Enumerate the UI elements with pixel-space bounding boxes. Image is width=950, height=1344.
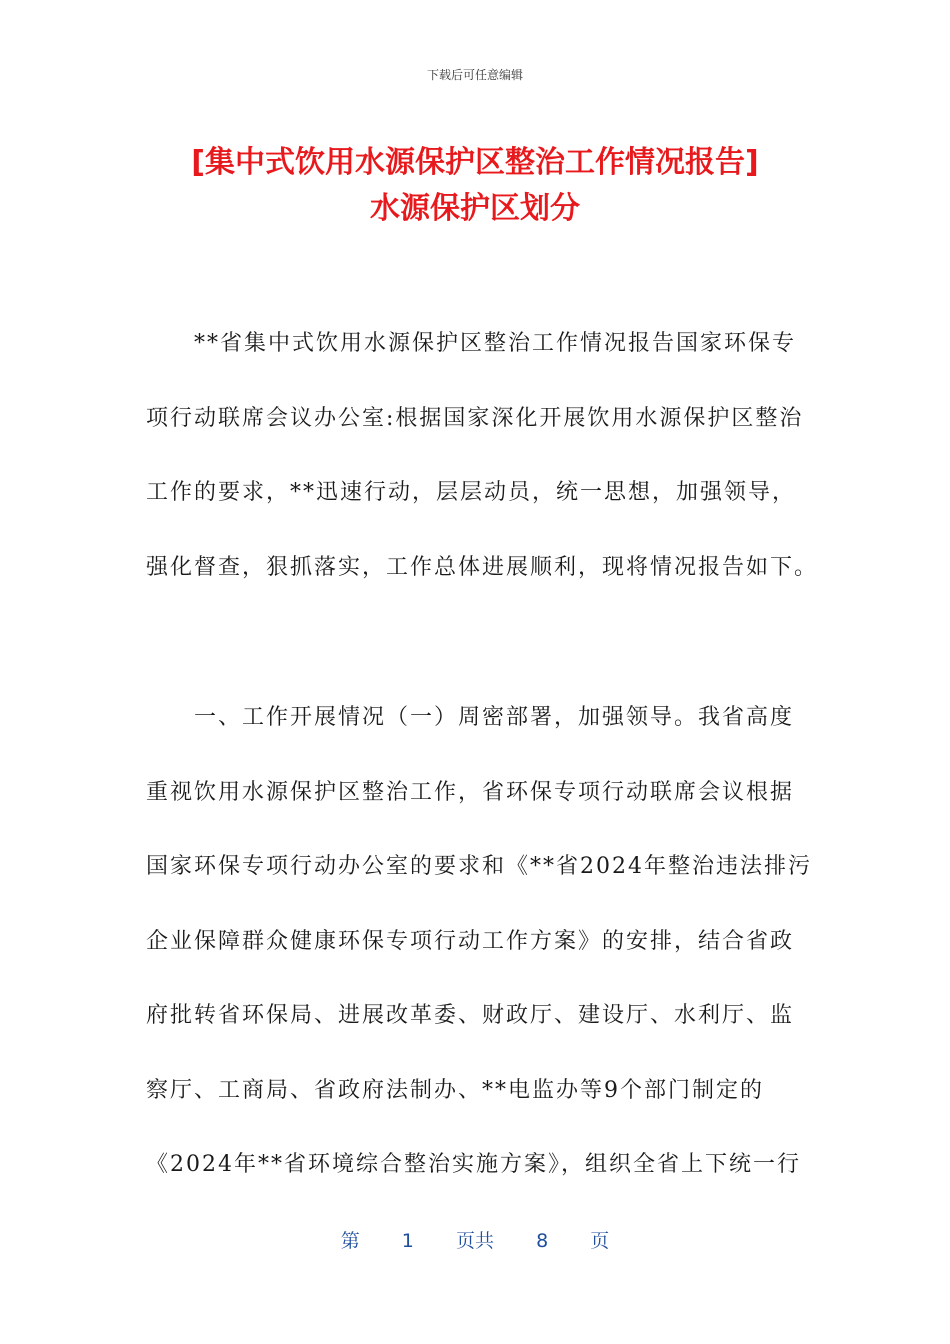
paragraph-line: 《2024年**省环境综合整治实施方案》，组织全省上下统一行 <box>146 1152 801 1177</box>
paragraph-line: 重视饮用水源保护区整治工作，省环保专项行动联席会议根据 <box>146 779 795 805</box>
paragraph-line: 工作的要求，**迅速行动，层层动员，统一思想，加强领导， <box>146 480 797 505</box>
footer-page-number: 1 <box>401 1230 414 1252</box>
footer-page-suffix: 页 <box>590 1230 610 1252</box>
page-footer <box>0 1226 950 1253</box>
footer-page-mid: 页共 <box>455 1230 494 1252</box>
title-line-2: 水源保护区划分 <box>370 191 580 226</box>
footer-total-pages: 8 <box>536 1230 549 1252</box>
paragraph-line: 项行动联席会议办公室:根据国家深化开展饮用水源保护区整治 <box>146 405 804 431</box>
paragraph-1 <box>146 307 819 605</box>
title-line-1: [集中式饮用水源保护区整治工作情况报告] <box>191 145 759 180</box>
header-note: 下载后可任意编辑 <box>426 68 523 82</box>
paragraph-2 <box>146 681 812 1203</box>
paragraph-line: 一、工作开展情况（一）周密部署，加强领导。我省高度 <box>146 705 795 730</box>
paragraph-line: 企业保障群众健康环保专项行动工作方案》的安排，结合省政 <box>146 928 795 954</box>
paragraph-line: 强化督查，狠抓落实，工作总体进展顺利，现将情况报告如下。 <box>146 554 819 580</box>
paragraph-line: 察厅、工商局、省政府法制办、**电监办等9个部门制定的 <box>146 1077 764 1103</box>
paragraph-line: 国家环保专项行动办公室的要求和《**省2024年整治违法排污 <box>146 854 812 879</box>
paragraph-line: 府批转省环保局、进展改革委、财政厅、建设厅、水利厅、监 <box>146 1003 795 1028</box>
footer-page-prefix: 第 <box>340 1230 360 1252</box>
paragraph-line: **省集中式饮用水源保护区整治工作情况报告国家环保专 <box>146 331 797 356</box>
document-title <box>100 140 850 232</box>
